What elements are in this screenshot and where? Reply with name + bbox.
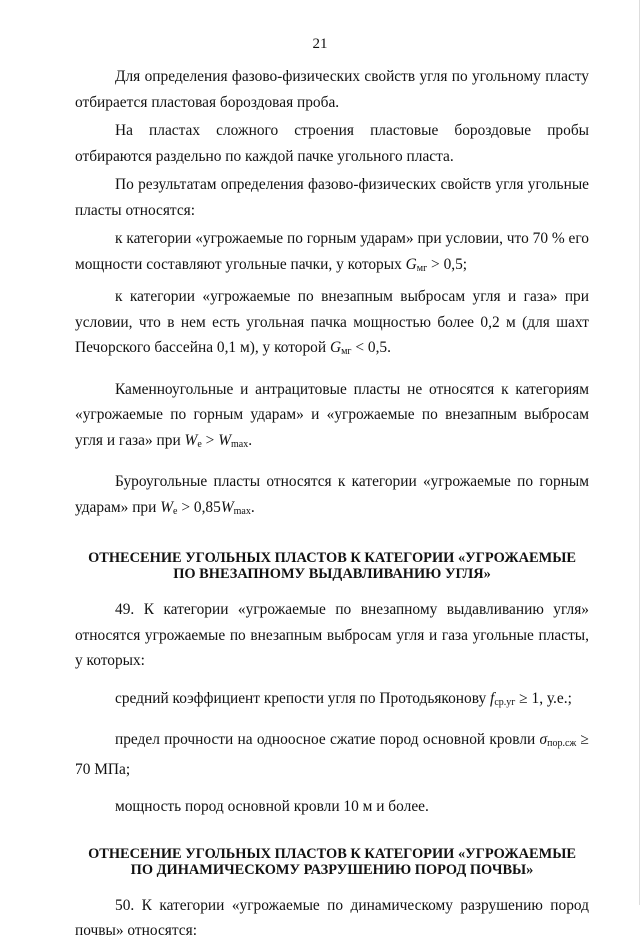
symbol-w: W	[218, 431, 232, 449]
heading-line: ОТНЕСЕНИЕ УГОЛЬНЫХ ПЛАСТОВ К КАТЕГОРИИ «УГРОЖАЕМЫЕ	[88, 845, 576, 862]
symbol-g: G	[329, 339, 342, 356]
paragraph-brown-coal	[75, 469, 589, 524]
paragraph-outburst-condition	[75, 284, 589, 365]
subscript: max	[231, 438, 249, 450]
subscript: мг	[416, 262, 428, 274]
paragraph-results-intro: По результатам определения фазово-физических свойств угля угольные пласты относятся:	[75, 176, 589, 219]
paragraph-complex-seams: На пластах сложного строения пластовые бороздовые пробы отбираются раздельно по каждой пачке угольного пласта.	[75, 122, 589, 165]
subscript: мг	[341, 346, 352, 357]
subscript: е	[197, 438, 202, 450]
section-heading-extrusion	[75, 550, 589, 582]
subscript: е	[173, 505, 178, 517]
text-fragment: к категории «угрожаемые по горным ударам» при условии, что 70 % его мощности составляют угольные пачки, у которых	[75, 230, 589, 273]
symbol-g: G	[405, 255, 417, 273]
paragraph-sampling: Для определения фазово-физических свойств угля по угольному пласту отбирается пластовая бороздовая проба.	[75, 68, 589, 111]
text-fragment: Буроугольные пласты относятся к категории «угрожаемые по горным ударам» при	[75, 473, 589, 516]
text-fragment: ≥ 1, у.е.;	[515, 689, 572, 707]
heading-line: ОТНЕСЕНИЕ УГОЛЬНЫХ ПЛАСТОВ К КАТЕГОРИИ «УГРОЖАЕМЫЕ	[88, 550, 576, 566]
text-fragment: средний коэффициент крепости угля по Протодьяконову	[115, 689, 491, 707]
paragraph-strength-coefficient	[75, 686, 589, 716]
text-fragment: к категории «угрожаемые по внезапным выбросам угля и газа» при условии, что в нем есть угольная пачка мощностью более 0,2 м (для шахт Печорского бассейна 0,1 м), у которой	[75, 288, 589, 356]
text-fragment: Каменноугольные и антрацитовые пласты не относятся к категориям «угрожаемые по горным ударам» и «угрожаемые по внезапным выбросам угля и газа» при	[75, 380, 589, 449]
subscript: max	[233, 505, 251, 517]
document-body	[75, 64, 589, 944]
subscript: ср.уг	[494, 696, 516, 708]
subscript: пор.сж	[547, 738, 577, 749]
text-fragment: > 0,5;	[427, 255, 468, 273]
paragraph-roof-thickness: мощность пород основной кровли 10 м и более.	[115, 798, 429, 815]
symbol-w: W	[160, 498, 174, 516]
paragraph-item-49: 49. К категории «угрожаемые по внезапному выдавливанию угля» относятся угрожаемые по внезапным выбросам угля и газа угольные пласты, у которых:	[75, 601, 589, 669]
symbol-w: W	[184, 431, 198, 449]
symbol-f: f	[490, 689, 495, 707]
text-fragment: ≥ 70 МПа;	[75, 731, 589, 778]
symbol-sigma: σ	[539, 731, 548, 748]
heading-line: ПО ВНЕЗАПНОМУ ВЫДАВЛИВАНИЮ УГЛЯ»	[173, 566, 491, 582]
heading-line: ПО ДИНАМИЧЕСКОМУ РАЗРУШЕНИЮ ПОРОД ПОЧВЫ»	[130, 861, 534, 878]
text-fragment: > 0,85	[177, 498, 221, 516]
text-fragment: .	[248, 431, 253, 449]
section-heading-floor-failure	[75, 846, 589, 878]
page-number: 21	[312, 36, 328, 52]
text-fragment: >	[201, 431, 219, 449]
text-fragment: .	[250, 498, 255, 516]
paragraph-rockburst-condition	[75, 226, 589, 281]
text-fragment: < 0,5.	[351, 339, 391, 356]
paragraph-compressive-strength	[75, 727, 589, 782]
paragraph-hard-coal	[75, 377, 589, 458]
paragraph-item-50: 50. К категории «угрожаемые по динамическому разрушению пород почвы» относятся:	[75, 896, 589, 939]
text-fragment: предел прочности на одноосное сжатие пород основной кровли	[115, 731, 540, 748]
symbol-w: W	[220, 498, 234, 516]
